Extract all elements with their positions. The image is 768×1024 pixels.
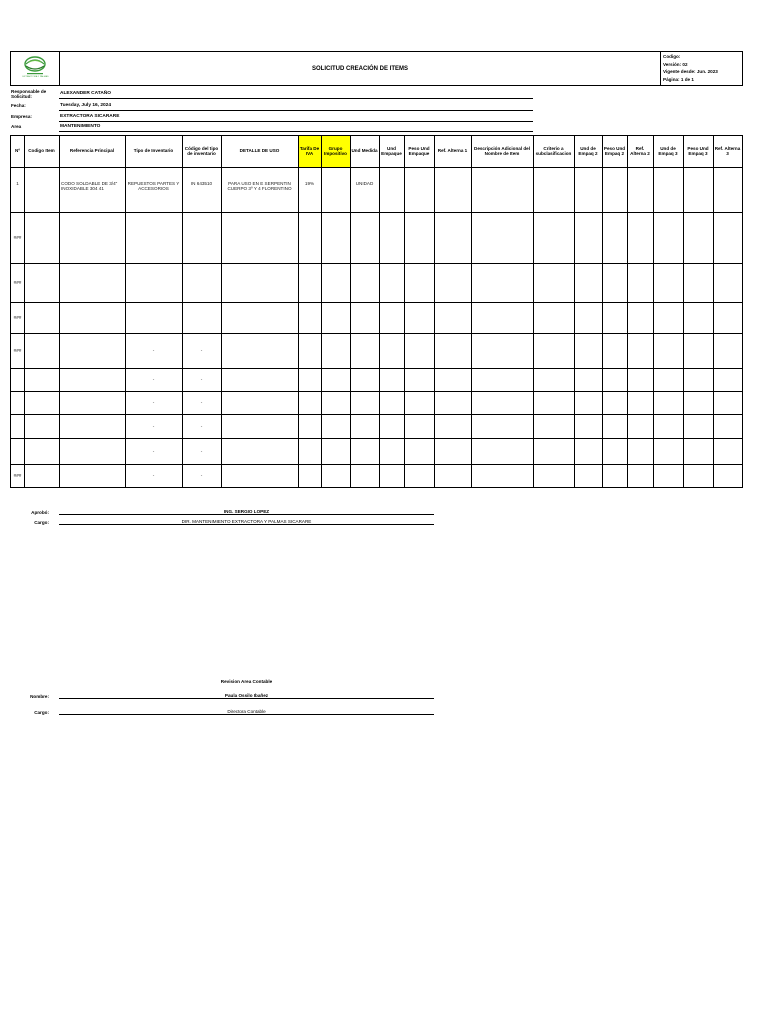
table-cell: 1 [16,181,19,186]
column-divider [627,136,628,487]
accounting-name: Paula Ossilo Ibañez [59,693,434,699]
table-cell: - [200,423,203,429]
column-divider [379,136,380,487]
column-header: Und Medida [351,148,378,154]
table-cell: REPUESTOS PARTES Y ACCESORIOS [127,181,180,191]
column-divider [221,136,222,487]
column-divider [59,136,60,487]
document-title: SOLICITUD CREACIÓN DE ITEMS [60,52,661,85]
meta-valid-from: Vigente desde: Jun. 2023 [663,69,718,75]
column-divider [321,136,322,487]
info-row-area [11,123,533,132]
column-divider [298,136,299,487]
approved-label: Aprobó: [31,510,49,515]
column-header: Und de Empaq 3 [658,145,678,156]
table-cell: - [200,400,203,405]
column-header: Codigo Item [28,148,55,154]
logo-cell [11,52,60,85]
accounting-title: Revision Area Contable [220,679,273,684]
table-cell: - [152,377,155,382]
table-cell: 19% [304,181,315,186]
column-header: Ref. Alterna 2 [630,145,650,156]
info-label: Empresa: [11,114,32,119]
info-row-company [11,113,533,122]
info-value: EXTRACTORA SICARARE [59,113,533,122]
row-divider [11,464,742,465]
info-row-requester [11,90,533,99]
column-header: Nº [15,148,20,154]
table-cell: - [200,473,203,478]
column-header: Ref. Alterna 1 [437,148,468,154]
items-table [10,135,743,488]
logo-caption: EXTRACTORA Y PALMAS [22,76,49,78]
accounting-position-label: Cargo: [34,710,49,715]
table-cell: IN 643510 [190,181,213,186]
row-divider [11,391,742,392]
column-header: Descripción Adicional del Nombre de Item [474,145,530,156]
info-value: MANTENIMIENTO [59,123,533,132]
meta-page: Página: 1 de 1 [663,76,694,82]
column-header: Peso Und Empaq 2 [603,145,626,156]
accounting-position: Directora Contable [59,709,434,715]
column-header: Grupo Impositivo [321,136,350,167]
column-header: DETALLE DE USO [239,148,280,154]
column-divider [24,136,25,487]
column-header: Und de Empaq 2 [578,145,598,156]
accounting-name-label: Nombre: [30,694,49,699]
table-cell: ### [13,235,22,240]
table-cell: PARA USO EN E SERPENTIN CUERPO 3º Y 4 FLORENTINO [227,181,292,191]
document-header [10,51,743,86]
column-header: Und Empaque [381,145,402,156]
table-cell: - [152,448,155,454]
column-divider [404,136,405,487]
table-cell: - [152,423,155,429]
column-divider [713,136,714,487]
row-divider [11,263,742,264]
row-divider [11,302,742,303]
column-divider [574,136,575,487]
table-cell: ### [13,280,22,285]
column-divider [602,136,603,487]
column-header: Criterio a subclasificacion [535,145,572,156]
table-cell: - [200,348,203,353]
column-header: Peso Und Empaque [408,145,430,156]
row-divider [11,333,742,334]
column-header: Referencia Principal [69,148,115,154]
company-logo [11,52,60,85]
row-divider [11,368,742,369]
info-label: Fecha: [11,103,26,108]
table-cell: ### [13,473,22,478]
column-divider [683,136,684,487]
row-divider [11,167,742,168]
column-header: Tarifa De IVA [298,136,321,167]
document-meta [662,52,743,85]
column-divider [182,136,183,487]
approved-position-label: Cargo: [34,520,49,525]
column-divider [471,136,472,487]
approved-position: DIR. MANTENIMIENTO EXTRACTORA Y PALMAS SICARARE [59,519,434,525]
table-cell: UNIDAD [355,181,374,186]
table-cell: - [152,400,155,405]
info-value: Tuesday, July 16, 2024 [59,102,533,111]
column-header: Peso Und Empaq 3 [687,145,709,156]
meta-code: Codigo: [663,54,681,59]
column-divider [434,136,435,487]
column-divider [125,136,126,487]
column-header: Tipo de Inventario [133,148,174,154]
column-header: Código del tipo de inventario [184,145,219,156]
row-divider [11,414,742,415]
info-label: Area [11,124,22,129]
column-divider [533,136,534,487]
table-cell: - [152,473,155,478]
meta-version: Versión: 02 [663,61,688,67]
table-cell: ### [13,348,22,353]
table-cell: ### [13,315,22,320]
table-cell: - [200,448,203,454]
row-divider [11,438,742,439]
table-cell: CODO SOLDABLE DE 3/4" INOXIDABLE 304 41 [61,181,118,191]
column-divider [350,136,351,487]
approved-name: ING. SERGIO LOPEZ [59,509,434,515]
info-value: ALEXANDER CATAÑO [59,90,533,99]
row-divider [11,212,742,213]
info-label: Responsable de Solicitud: [11,89,47,99]
info-row-date [11,102,533,111]
column-header: Ref. Alterna 3 [714,145,741,156]
table-cell: - [200,377,203,382]
table-cell: - [152,348,155,353]
column-divider [653,136,654,487]
